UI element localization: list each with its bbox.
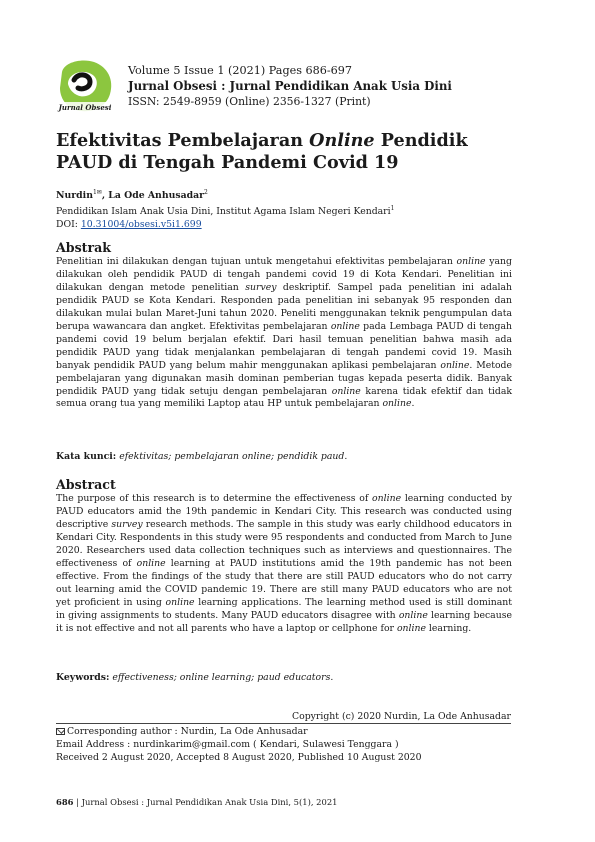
italic-term: online [331,385,361,397]
footnote-block [56,725,512,764]
text-run: learning conducted by PAUD educators amid the 19th pandemic in Kendari City. This research was conducted using descriptive [56,493,512,530]
italic-term: online [330,320,360,332]
text-run: yang dilakukan oleh pendidik PAUD di tengah pandemi covid 19 di Kota Kendari. Penelitian ini dilakukan dengan metode penelitian [56,256,512,293]
volume-info: Volume 5 Issue 1 (2021) Pages 686-697 [128,64,353,77]
italic-term: online [372,493,402,504]
author-separator: , [101,190,109,202]
abstrak-text [56,256,512,411]
corresponding-line [56,725,512,738]
text-run: learning. [425,622,472,634]
title-part-2: Pendidik PAUD di Tengah Pandemi Covid 19 [56,130,468,173]
corresponding-author: Corresponding author : Nurdin, La Ode Anhusadar [67,726,308,737]
italic-term: online [440,359,470,371]
text-run: . Metode pembelajaran yang digunakan masih dominan pemberian tugas kepada peserta didik. Banyak pendidik PAUD yang tidak setuju dengan pembelajaran [56,359,513,397]
received-line: Received 2 August 2020, Accepted 8 August 2020, Published 10 August 2020 [56,752,422,763]
italic-term: online [165,596,195,608]
abstract-heading: Abstract [56,477,116,492]
abstrak-heading: Abstrak [56,240,112,255]
keywords-values: effectiveness; online learning; paud educators. [109,672,334,683]
journal-name: Jurnal Obsesi : Jurnal Pendidikan Anak Usia Dini [128,79,452,93]
text-run: . [411,398,415,410]
text-run: The purpose of this research is to determine the effectiveness of [56,493,373,504]
kata-kunci-label: Kata kunci: [56,451,117,462]
italic-term: survey [245,281,277,293]
affiliation-sup: 1 [390,205,395,213]
text-run: learning at PAUD institutions amid the 19th pandemic has not been effective. From the findings of the study that there are still PAUD educators who do not carry out learning amid the COVID pandemic 19. There are still many PAUD educators who are not yet proficient in using [56,557,512,608]
title-italic: Online [309,130,375,151]
doi-line [56,218,516,231]
italic-term: online [382,398,412,410]
author-line [56,186,516,202]
affiliation-line [56,202,516,218]
italic-term: online [396,622,426,634]
footer-text: | Jurnal Obsesi : Jurnal Pendidikan Anak Usia Dini, 5(1), 2021 [73,797,338,807]
text-run: research methods. The sample in this study was early childhood educators in Kendari City. Respondents in this study were 95 respondents and conducted from March to June 2020. Researchers used data collection techniques such as interviews and questionnaires. The effectiveness of [56,518,513,569]
kata-kunci [56,450,512,463]
italic-term: online [136,557,166,569]
footnote-divider [56,723,511,724]
author-1: Nurdin [56,190,93,202]
text-run: learning because it is not effective and not all parents who have a laptop or cellphone for [56,609,512,634]
italic-term: online [398,609,428,621]
author-2: La Ode Anhusadar [108,190,205,202]
text-run: pada Lembaga PAUD di tengah pandemi covid 19 belum berjalan efektif. Dari hasil temuan penelitian bahwa masih ada pendidik PAUD yang tidak menjalankan pembelajaran di tengah pandemi covid 19. Masih banyak pendidik PAUD yang belum mahir menggunakan aplikasi pembelajaran [56,320,512,371]
italic-term: survey [111,518,143,530]
keywords-label: Keywords: [56,672,110,683]
text-run: learning applications. The learning method used is still dominant in giving assignments to students. Many PAUD educators disagree with [56,596,512,621]
mail-icon [56,728,65,735]
issn-info: ISSN: 2549-8959 (Online) 2356-1327 (Print) [128,95,371,108]
italic-term: online [456,256,486,267]
doi-label: DOI: [56,219,81,231]
journal-logo [56,58,116,114]
copyright-notice: Copyright (c) 2020 Nurdin, La Ode Anhusadar [291,711,511,722]
text-run: karena tidak efektif dan tidak semua orang tua yang memiliki Laptop atau HP untuk pembelajaran [56,385,512,410]
author-block [56,186,516,231]
text-run: deskriptif. Sampel pada penelitian ini adalah pendidik PAUD se Kota Kendari. Responden pada penelitian ini sebanyak 95 responden dan dilakukan mulai bulan Maret-Juni tahun 2020. Peneliti menggunakan teknik pengumpulan data berupa wawancara dan angket. Efektivitas pembelajaran [56,281,513,332]
page-number: 686 [56,797,74,807]
page-footer [56,797,338,808]
doi-link[interactable]: 10.31004/obsesi.v5i1.699 [80,219,202,231]
author-2-sup: 2 [204,189,208,196]
article-title [56,130,516,174]
author-1-sup: 1✉ [92,189,102,196]
email-line: Email Address : nurdinkarim@gmail.com ( Kendari, Sulawesi Tenggara ) [56,739,399,750]
affiliation: Pendidikan Islam Anak Usia Dini, Institut Agama Islam Negeri Kendari [56,206,391,218]
keywords [56,671,512,684]
text-run: Penelitian ini dilakukan dengan tujuan untuk mengetahui efektivitas pembelajaran [56,256,457,267]
title-part-1: Efektivitas Pembelajaran [56,130,310,151]
journal-header [128,63,528,109]
kata-kunci-values: efektivitas; pembelajaran online; pendidik paud. [116,451,348,462]
abstract-text [56,493,512,635]
logo-text: Jurnal Obsesi [58,103,112,112]
